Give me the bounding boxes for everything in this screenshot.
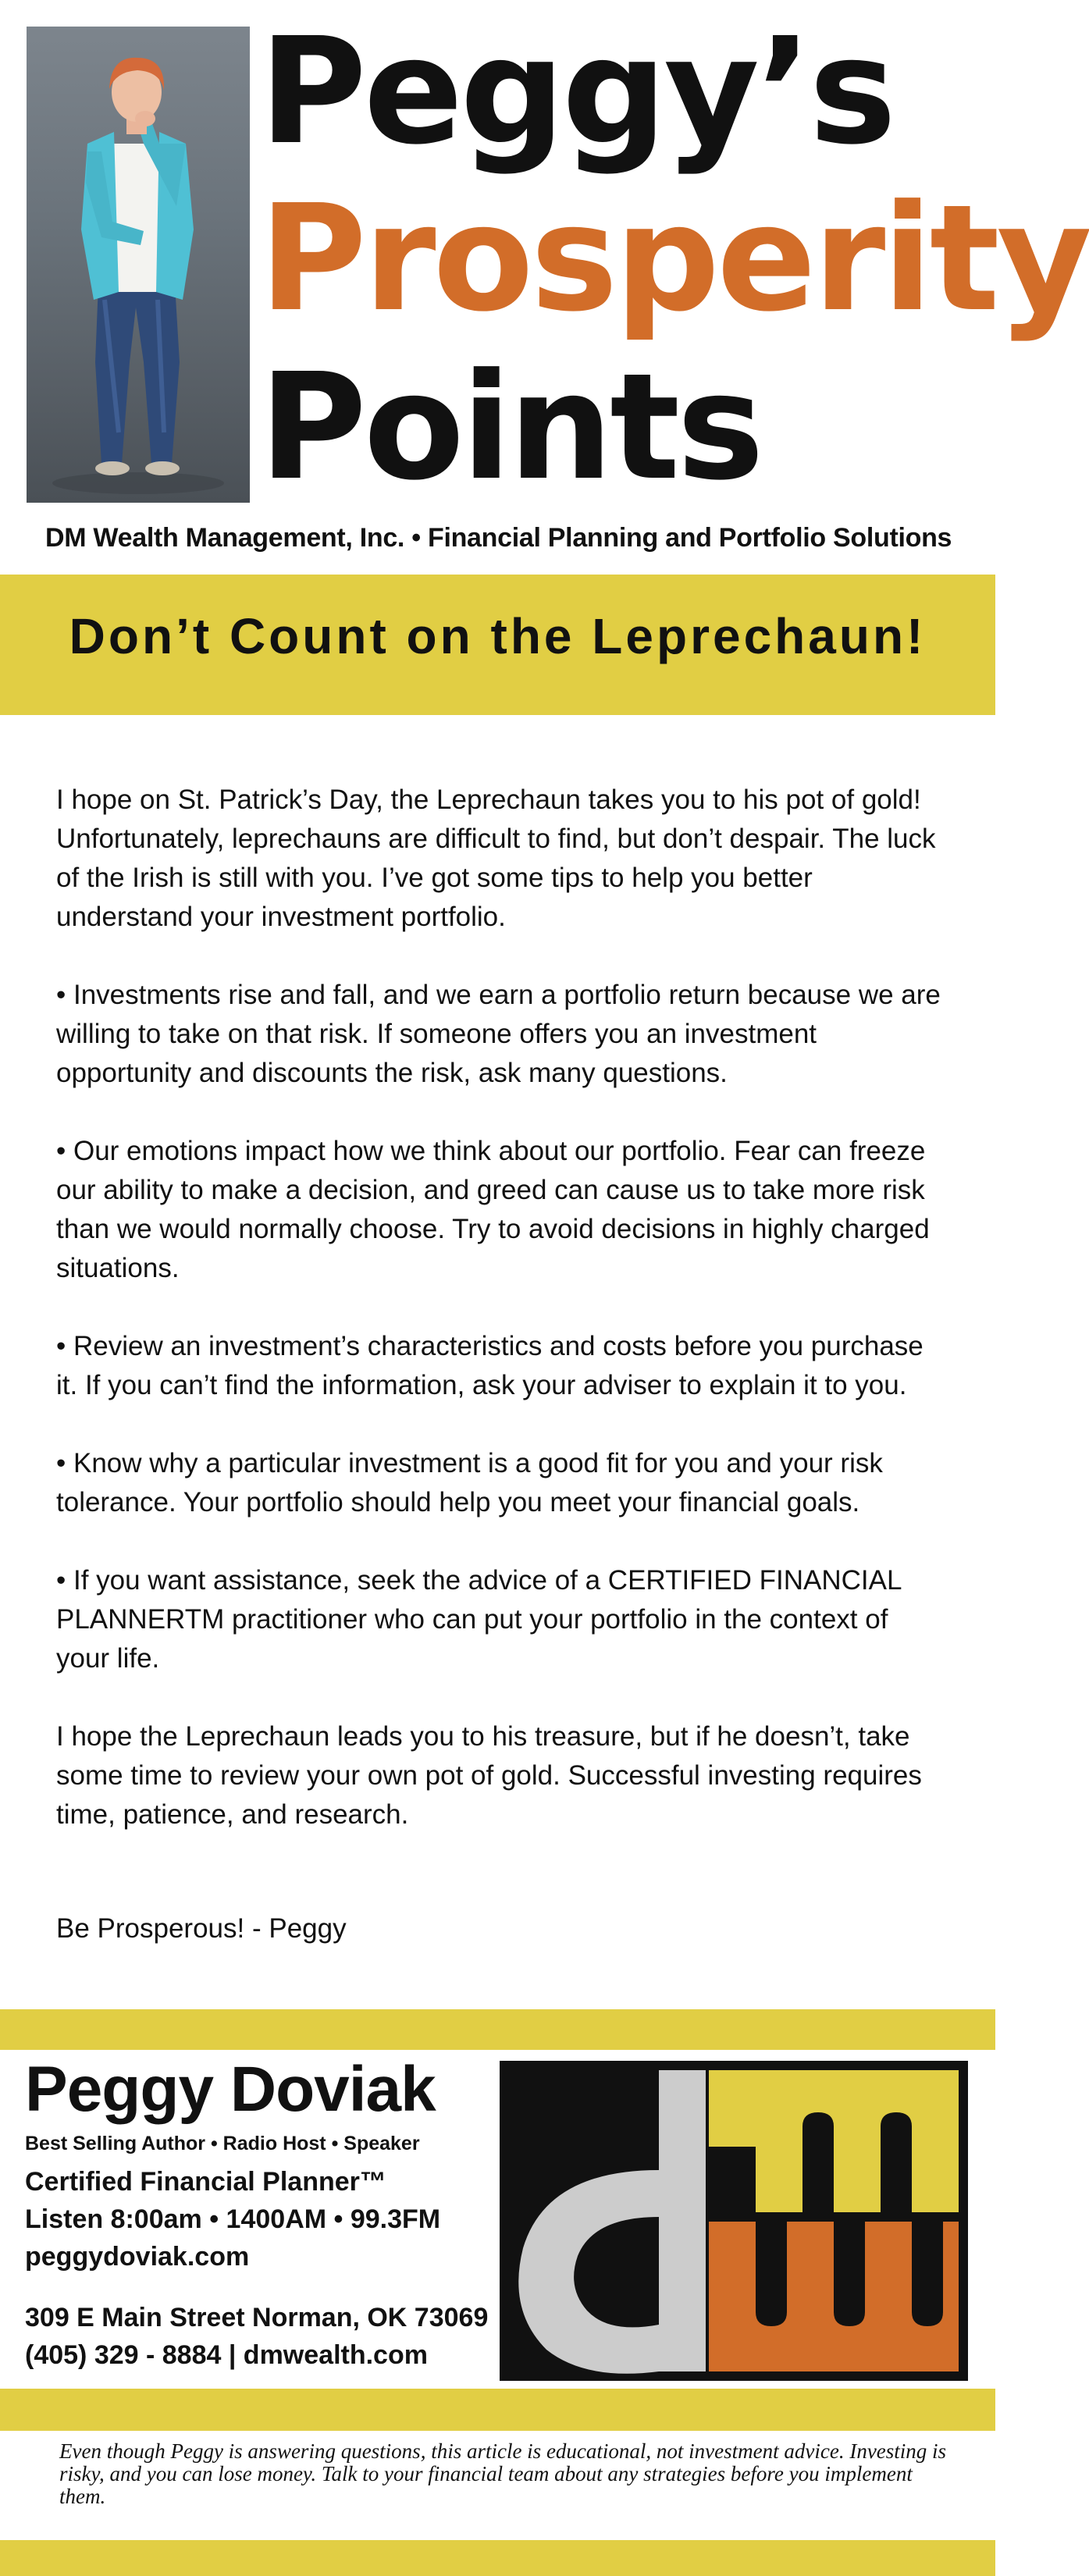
article-tip: • Review an investment’s characteristics and costs before you purchase it. If you can’t find the information, ask your adviser to explain it to you.	[56, 1331, 924, 1400]
radio-schedule: Listen 8:00am • 1400AM • 99.3FM	[25, 2204, 441, 2234]
contact-block	[25, 2054, 509, 2374]
divider-band-top	[0, 2009, 995, 2050]
article-tip: • If you want assistance, seek the advice of a CERTIFIED FINANCIAL PLANNERTM practitioner who can put your portfolio in the context of your life.	[56, 1565, 902, 1674]
dm-logo-icon	[500, 2061, 968, 2381]
article-tip: • Our emotions impact how we think about our portfolio. Fear can freeze our ability to make a decision, and greed can cause us to take more risk than we would normally choose. Try to avoid decisions in highly charged situations.	[56, 1136, 930, 1283]
author-website-link[interactable]: peggydoviak.com	[25, 2242, 250, 2272]
author-name: Peggy Doviak	[25, 2054, 436, 2125]
tagline: DM Wealth Management, Inc. • Financial Planning and Portfolio Solutions	[45, 523, 952, 553]
article-body	[56, 781, 946, 1987]
divider-band-bottom	[0, 2540, 995, 2576]
author-credential: Certified Financial Planner™	[25, 2167, 386, 2197]
article-signoff: Be Prosperous! - Peggy	[56, 1913, 347, 1944]
article-tip: • Investments rise and fall, and we earn a portfolio return because we are willing to take on that risk. If someone offers you an investment opportunity and discounts the risk, ask many questions.	[56, 980, 941, 1088]
article-closing: I hope the Leprechaun leads you to his treasure, but if he doesn’t, take some time to review your own pot of gold. Successful investing requires time, patience, and research.	[56, 1721, 922, 1830]
article-intro: I hope on St. Patrick’s Day, the Leprechaun takes you to his pot of gold! Unfortunately, leprechauns are difficult to find, but don’t despair. The luck of the Irish is still with you. I’ve got some tips to help you better understand your investment portfolio.	[56, 785, 936, 932]
disclaimer: Even though Peggy is answering questions, this article is educational, not investment advice. Investing is risky, and you can lose money. Talk to your financial team about any strategies before you implement them.	[59, 2439, 947, 2508]
phone-and-website[interactable]: (405) 329 - 8884 | dmwealth.com	[25, 2340, 428, 2370]
author-roles: Best Selling Author • Radio Host • Speaker	[25, 2133, 420, 2154]
office-address: 309 E Main Street Norman, OK 73069	[25, 2303, 489, 2332]
title-line-1: Peggy’s	[259, 6, 894, 177]
author-photo	[27, 27, 250, 503]
title-line-3: Points	[259, 342, 761, 513]
divider-band-middle	[0, 2389, 995, 2431]
title-line-2: Prosperity	[259, 173, 1089, 344]
article-headline: Don’t Count on the Leprechaun!	[69, 608, 927, 664]
article-tip: • Know why a particular investment is a good fit for you and your risk tolerance. Your portfolio should help you meet your financial goals.	[56, 1448, 883, 1517]
